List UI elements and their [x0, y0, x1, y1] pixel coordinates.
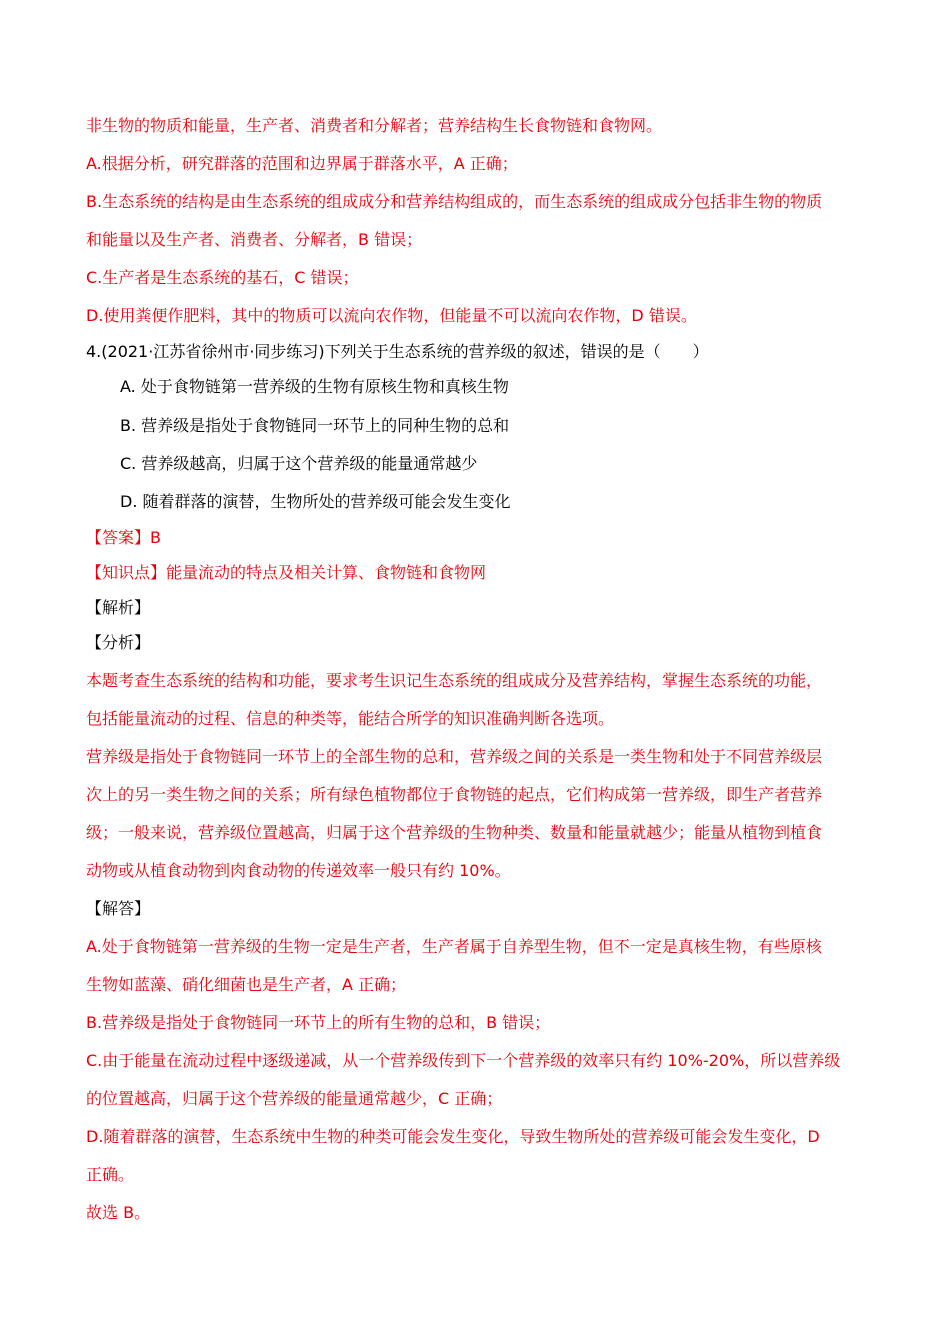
analysis-option-b-cont: 和能量以及生产者、消费者、分解者，B 错误； [86, 230, 423, 249]
fenxi-line: 营养级是指处于食物链同一环节上的全部生物的总和，营养级之间的关系是一类生物和处于不同营养级层 [86, 747, 823, 766]
option-b: B. 营养级是指处于食物链同一环节上的同种生物的总和 [120, 416, 510, 435]
option-d: D. 随着群落的演替，生物所处的营养级可能会发生变化 [120, 492, 511, 511]
knowledge-point: 【知识点】能量流动的特点及相关计算、食物链和食物网 [86, 563, 487, 582]
option-c: C. 营养级越高，归属于这个营养级的能量通常越少 [120, 454, 478, 473]
jieda-heading: 【解答】 [86, 899, 151, 918]
analysis-option-a: A.根据分析，研究群落的范围和边界属于群落水平，A 正确； [86, 154, 518, 173]
fenxi-line: 级；一般来说，营养级位置越高，归属于这个营养级的生物种类、数量和能量就越少；能量从植物到植食 [86, 823, 823, 842]
jieda-line: 生物如蓝藻、硝化细菌也是生产者，A 正确； [86, 975, 407, 994]
fenxi-line: 动物或从植食动物到肉食动物的传递效率一般只有约 10%。 [86, 861, 511, 880]
jieda-line: A.处于食物链第一营养级的生物一定是生产者，生产者属于自养型生物，但不一定是真核生物，有些原核 [86, 937, 822, 956]
jieda-line: C.由于能量在流动过程中逐级递减，从一个营养级传到下一个营养级的效率只有约 10%-20%，所以营养级 [86, 1051, 841, 1070]
fenxi-line: 本题考查生态系统的结构和功能，要求考生识记生态系统的组成成分及营养结构，掌握生态系统的功能， [86, 671, 823, 690]
fenxi-line: 包括能量流动的过程、信息的种类等，能结合所学的知识准确判断各选项。 [86, 709, 615, 728]
jieda-line: B.营养级是指处于食物链同一环节上的所有生物的总和，B 错误； [86, 1013, 551, 1032]
conclusion: 故选 B。 [86, 1203, 151, 1222]
fenxi-heading: 【分析】 [86, 633, 151, 652]
option-a: A. 处于食物链第一营养级的生物有原核生物和真核生物 [120, 377, 509, 396]
jieda-line: 正确。 [86, 1165, 135, 1184]
jieda-line: D.随着群落的演替，生态系统中生物的种类可能会发生变化，导致生物所处的营养级可能会发生变化，D [86, 1127, 820, 1146]
analysis-line: 非生物的物质和能量，生产者、消费者和分解者；营养结构生长食物链和食物网。 [86, 116, 663, 135]
fenxi-line: 次上的另一类生物之间的关系；所有绿色植物都位于食物链的起点，它们构成第一营养级，即生产者营养 [86, 785, 823, 804]
analysis-option-b: B.生态系统的结构是由生态系统的组成成分和营养结构组成的，而生态系统的组成成分包括非生物的物质 [86, 192, 823, 211]
jiexi-heading: 【解析】 [86, 598, 151, 617]
analysis-option-d: D.使用粪便作肥料，其中的物质可以流向农作物，但能量不可以流向农作物，D 错误。 [86, 306, 697, 325]
jieda-line: 的位置越高，归属于这个营养级的能量通常越少，C 正确； [86, 1089, 503, 1108]
question-stem: 4.(2021·江苏省徐州市·同步练习)下列关于生态系统的营养级的叙述，错误的是（ ） [86, 342, 709, 361]
answer-label: 【答案】B [86, 528, 161, 547]
analysis-option-c: C.生产者是生态系统的基石，C 错误； [86, 268, 359, 287]
